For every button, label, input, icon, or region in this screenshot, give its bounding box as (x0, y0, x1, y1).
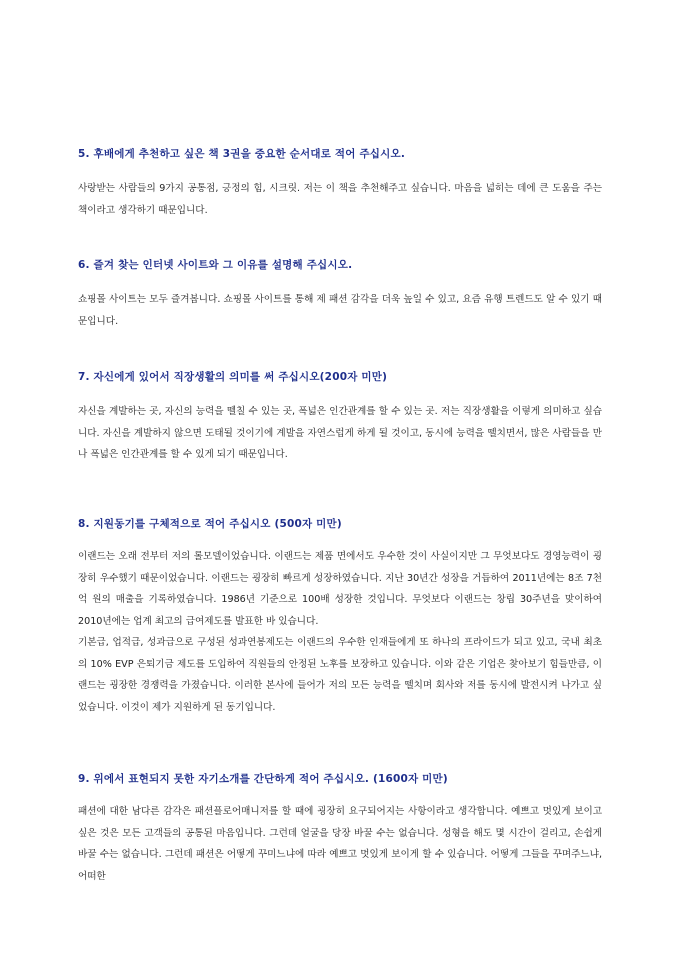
answer-9-text (78, 801, 602, 887)
question-7-heading: 7. 자신에게 있어서 직장생활의 의미를 써 주십시오(200자 미만) (78, 371, 388, 383)
question-9-heading: 9. 위에서 표현되지 못한 자기소개를 간단하게 적어 주십시오. (1600자 미만) (78, 773, 448, 785)
question-6-heading: 6. 즐겨 찾는 인터넷 사이트와 그 이유를 설명해 주십시오. (78, 259, 353, 271)
answer-7-text (78, 401, 602, 466)
answer-6-text (78, 289, 602, 332)
answer-8-text (78, 546, 602, 718)
answer-8-paragraph-2: 기본급, 업적급, 성과급으로 구성된 성과연봉제도는 이랜드의 우수한 인재들에게 또 하나의 프라이드가 되고 있고, 국내 최초의 10% EVP 은퇴기금 제도를 도입하여 직원들의 안정된 노후를 보장하고 있습니다. 이와 같은 기업은 찾아보기 힘들만큼, 이랜드는 굉장한 경쟁력을 가졌습니다. 이러한 본사에 들어가 저의 모든 능력을 뗄치며 회사와 저를 동시에 발전시켜 나가고 싶었습니다. 이것이 제가 지원하게 된 동기입니다. (78, 637, 602, 713)
answer-5-text (78, 178, 602, 221)
answer-5-paragraph-1: 사랑받는 사람들의 9가지 공통점, 긍정의 힘, 시크릿. 저는 이 책을 추천해주고 싶습니다. 마음을 넓히는 데에 큰 도움을 주는 책이라고 생각하기 때문입니다. (78, 183, 602, 216)
answer-9-paragraph-1: 패션에 대한 남다른 감각은 패션플로어매니저를 할 때에 굉장히 요구되어지는 사항이라고 생각합니다. 예쁘고 멋있게 보이고 싶은 것은 모든 고객들의 공통된 마음입니다. 그런데 얼굴을 당장 바꿀 수는 없습니다. 성형을 해도 몇 시간이 걸리고, 손쉽게 바꿀 수는 없습니다. 그런데 패션은 어떻게 꾸미느냐에 따라 예쁘고 멋있게 보이게 할 수 있습니다. 어떻게 그들을 꾸며주느냐, 어떠한 (78, 806, 602, 882)
question-5-heading: 5. 후배에게 추천하고 싶은 책 3권을 중요한 순서대로 적어 주십시오. (78, 148, 406, 160)
question-8-heading: 8. 지원동기를 구체적으로 적어 주십시오 (500자 미만) (78, 518, 342, 530)
answer-6-paragraph-1: 쇼핑몰 사이트는 모두 즐겨봅니다. 쇼핑몰 사이트를 통해 제 패션 감각을 더욱 높일 수 있고, 요즘 유행 트렌드도 알 수 있기 때문입니다. (78, 294, 602, 327)
answer-7-paragraph-1: 자신을 계발하는 곳, 자신의 능력을 뗄칠 수 있는 곳, 폭넓은 인간관계를 할 수 있는 곳. 저는 직장생활을 이렇게 의미하고 싶습니다. 자신을 계발하지 않으면 도태될 것이기에 계발을 자연스럽게 하게 될 것이고, 동시에 능력을 뗄치면서, 많은 사람들을 만나 폭넓은 인간관계를 할 수 있게 되기 때문입니다. (78, 406, 602, 460)
answer-8-paragraph-1: 이랜드는 오래 전부터 저의 롤모델이었습니다. 이랜드는 제품 면에서도 우수한 것이 사실이지만 그 무엇보다도 경영능력이 굉장히 우수했기 때문이었습니다. 이랜드는 굉장히 빠르게 성장하였습니다. 지난 30년간 성장을 거듭하여 2011년에는 8조 7천억 원의 매출을 기록하였습니다. 1986년 기준으로 100배 성장한 것입니다. 무엇보다 이랜드는 창립 30주년을 맞이하여 2010년에는 업계 최고의 급여제도를 발표한 바 있습니다. (78, 551, 602, 627)
